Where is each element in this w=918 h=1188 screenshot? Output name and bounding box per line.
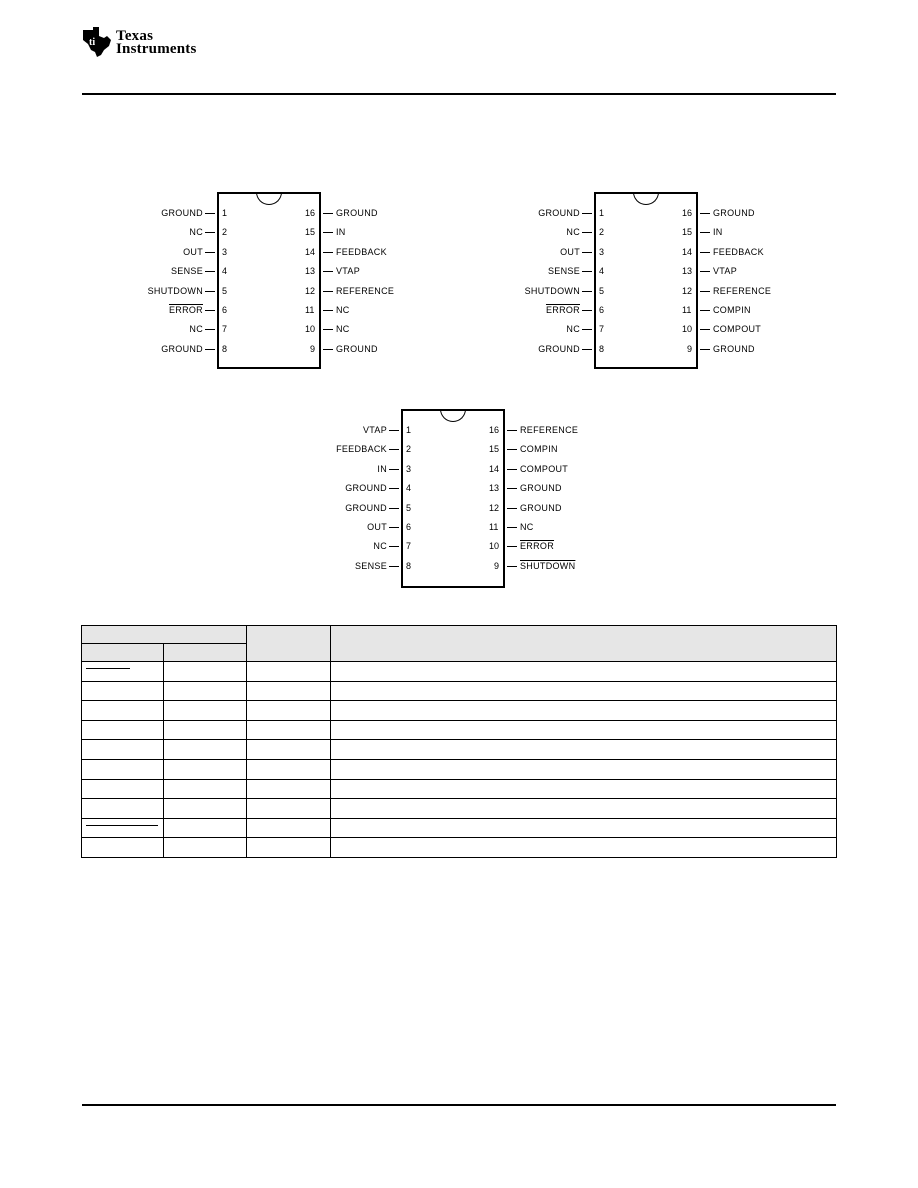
pin-name: OUT: [367, 522, 387, 532]
pin-name: OUT: [183, 246, 203, 257]
table-cell: [247, 759, 331, 779]
pin-name: GROUND: [336, 208, 378, 218]
table-cell: [82, 759, 164, 779]
pin-name: SHUTDOWN: [524, 285, 580, 296]
table-row: [82, 701, 837, 721]
pin-name: VTAP: [362, 425, 387, 435]
table-cell: [247, 779, 331, 799]
svg-text:ti: ti: [89, 37, 96, 48]
pin-name: SENSE: [354, 560, 387, 571]
pin-lead: [700, 213, 710, 214]
pin-name: SHUTDOWN: [520, 560, 576, 571]
pin-number: 16: [489, 425, 500, 435]
pin-name: NC: [566, 324, 580, 335]
table-cell: [164, 720, 247, 740]
table-cell: [331, 681, 837, 701]
pin-number: 1: [222, 208, 228, 218]
overline-mark: [86, 825, 158, 826]
pin-name: GROUND: [345, 502, 387, 513]
pin-number: 12: [489, 502, 500, 513]
table-cell: [164, 701, 247, 721]
table-cell: [82, 662, 164, 682]
pin-number: 14: [305, 246, 316, 257]
table-cell: [164, 759, 247, 779]
pin-number: 15: [489, 444, 500, 455]
overline-mark: [86, 668, 130, 669]
pin-lead: [507, 546, 517, 547]
pin-name: NC: [189, 227, 203, 238]
table-cell: [82, 799, 164, 819]
pin-right-15: [0, 225, 918, 239]
pin-number: 15: [682, 227, 693, 238]
pin-lead: [700, 310, 710, 311]
pin-right-12: [0, 501, 918, 515]
pin-name: ERROR: [168, 305, 203, 315]
table-cell: [164, 779, 247, 799]
footer-rule: [82, 1104, 836, 1106]
table-cell: [82, 779, 164, 799]
pin-right-16: [0, 206, 918, 220]
pin-name: GROUND: [161, 208, 203, 218]
pin-number: 14: [682, 246, 693, 257]
table-cell: [247, 799, 331, 819]
table-cell: [82, 838, 164, 858]
pin-number: 16: [682, 208, 693, 218]
pin-right-10: [0, 322, 918, 336]
pin-number: 10: [305, 324, 316, 335]
pin-number: 2: [599, 227, 605, 238]
pin-number: 16: [305, 208, 316, 218]
pin-name: NC: [566, 227, 580, 238]
pin-name: VTAP: [336, 266, 361, 277]
pin-name: GROUND: [161, 343, 203, 354]
pin-number: 7: [222, 324, 228, 335]
pin-name: IN: [713, 227, 723, 238]
pin-lead: [507, 488, 517, 489]
pin-name: NC: [520, 522, 534, 532]
table-cell: [82, 681, 164, 701]
pin-lead: [507, 449, 517, 450]
table-row: [82, 818, 837, 838]
pin-lead: [700, 252, 710, 253]
pin-number: 9: [310, 343, 316, 354]
table-cell: [247, 701, 331, 721]
pin-lead: [507, 527, 517, 528]
pin-number: 5: [406, 502, 412, 513]
pin-number: 9: [687, 343, 693, 354]
table-cell: [247, 662, 331, 682]
table-row: [82, 662, 837, 682]
pin-number: 1: [599, 208, 605, 218]
table-cell: [164, 799, 247, 819]
pin-number: 3: [599, 246, 605, 257]
pin-name: REFERENCE: [520, 425, 579, 435]
pin-number: 8: [406, 560, 412, 571]
pin-name: FEEDBACK: [713, 246, 764, 257]
table-cell: [82, 818, 164, 838]
pin-number: 13: [682, 266, 693, 277]
table-header-name: [82, 644, 164, 662]
pin-name: GROUND: [520, 483, 562, 494]
pin-name: GROUND: [520, 502, 562, 513]
table-cell: [331, 838, 837, 858]
pin-number: 15: [305, 227, 316, 238]
pin-lead: [507, 469, 517, 470]
pin-name: NC: [189, 324, 203, 335]
pin-lead: [507, 566, 517, 567]
pin-number: 10: [682, 324, 693, 335]
pin-lead: [700, 349, 710, 350]
pin-name: FEEDBACK: [336, 246, 387, 257]
pin-name: REFERENCE: [713, 285, 772, 296]
table-cell: [331, 740, 837, 760]
table-cell: [247, 838, 331, 858]
table-cell: [164, 662, 247, 682]
pin-number: 5: [222, 285, 228, 296]
pin-name: ERROR: [520, 541, 555, 552]
pin-number: 8: [222, 343, 228, 354]
pin-name: COMPIN: [520, 444, 558, 455]
pin-lead: [507, 430, 517, 431]
pin-number: 10: [489, 541, 500, 552]
pin-number: 1: [406, 425, 412, 435]
pin-name: REFERENCE: [336, 285, 395, 296]
pin-name: SENSE: [170, 266, 203, 277]
pin-right-9: [0, 342, 918, 356]
logo-line2: Instruments: [116, 41, 197, 57]
pin-number: 4: [406, 483, 412, 494]
pin-number: 11: [682, 305, 692, 315]
table-cell: [164, 818, 247, 838]
table-cell: [331, 701, 837, 721]
pin-name: GROUND: [345, 483, 387, 494]
table-cell: [164, 681, 247, 701]
pin-number: 13: [489, 483, 500, 494]
ti-logo: [80, 24, 225, 64]
pin-number: 14: [489, 463, 500, 474]
table-header-no: [164, 644, 247, 662]
table-cell: [247, 720, 331, 740]
pin-lead: [700, 329, 710, 330]
pin-right-15: [0, 442, 918, 456]
pin-number: 4: [599, 266, 605, 277]
pin-right-14: [0, 462, 918, 476]
pin-number: 7: [599, 324, 605, 335]
header-rule: [82, 93, 836, 95]
pin-name: GROUND: [538, 208, 580, 218]
table-header-description: [331, 626, 837, 662]
table-cell: [331, 759, 837, 779]
pin-number: 6: [599, 305, 605, 315]
table-cell: [247, 818, 331, 838]
texas-state-icon: [80, 24, 114, 58]
pin-name: COMPIN: [713, 305, 751, 315]
pin-number: 2: [406, 444, 412, 455]
pin-name: COMPOUT: [713, 324, 762, 335]
pin-right-11: [0, 303, 918, 317]
pin-number: 4: [222, 266, 228, 277]
pin-lead: [507, 508, 517, 509]
table-cell: [247, 740, 331, 760]
pin-right-16: [0, 423, 918, 437]
table-cell: [331, 818, 837, 838]
pin-number: 12: [305, 285, 316, 296]
pin-number: 3: [406, 463, 412, 474]
pin-name: IN: [336, 227, 346, 238]
table-row: [82, 759, 837, 779]
table-header-terminal: [82, 626, 247, 644]
table-cell: [331, 720, 837, 740]
pin-name: NC: [336, 324, 350, 335]
pin-number: 11: [489, 522, 499, 532]
pin-number: 11: [305, 305, 315, 315]
pin-name: OUT: [560, 246, 580, 257]
pin-right-13: [0, 481, 918, 495]
pin-number: 8: [599, 343, 605, 354]
pin-name: VTAP: [713, 266, 738, 277]
pin-functions-table: [81, 625, 837, 858]
pin-number: 3: [222, 246, 228, 257]
pin-right-14: [0, 245, 918, 259]
table-row: [82, 799, 837, 819]
pin-name: IN: [377, 463, 387, 474]
pin-name: GROUND: [538, 343, 580, 354]
pin-number: 9: [494, 560, 500, 571]
table-cell: [82, 720, 164, 740]
logo-line1: Texas: [116, 28, 154, 44]
table-row: [82, 779, 837, 799]
pin-lead: [700, 291, 710, 292]
table-cell: [164, 838, 247, 858]
pin-number: 2: [222, 227, 228, 238]
pin-name: ERROR: [545, 305, 580, 315]
pin-name: NC: [373, 541, 387, 552]
pin-right-10: [0, 539, 918, 553]
table-cell: [331, 799, 837, 819]
pin-number: 6: [222, 305, 228, 315]
table-cell: [164, 740, 247, 760]
pin-name: FEEDBACK: [336, 444, 387, 455]
table-cell: [331, 779, 837, 799]
pin-name: GROUND: [336, 343, 378, 354]
pin-number: 13: [305, 266, 316, 277]
pin-right-12: [0, 284, 918, 298]
table-row: [82, 720, 837, 740]
pin-right-13: [0, 264, 918, 278]
pin-name: SHUTDOWN: [147, 285, 203, 296]
pin-right-11: [0, 520, 918, 534]
table-header-io: [247, 626, 331, 662]
pin-number: 7: [406, 541, 412, 552]
pin-number: 6: [406, 522, 412, 532]
pin-name: COMPOUT: [520, 463, 569, 474]
pin-number: 12: [682, 285, 693, 296]
pin-name: NC: [336, 305, 350, 315]
pin-number: 5: [599, 285, 605, 296]
pin-name: SENSE: [547, 266, 580, 277]
table-row: [82, 838, 837, 858]
pin-lead: [700, 232, 710, 233]
pin-lead: [700, 271, 710, 272]
table-cell: [82, 740, 164, 760]
pin-right-9: [0, 559, 918, 573]
table-cell: [82, 701, 164, 721]
table-cell: [247, 681, 331, 701]
pin-name: GROUND: [713, 343, 755, 354]
table-cell: [331, 662, 837, 682]
pin-name: GROUND: [713, 208, 755, 218]
table-row: [82, 681, 837, 701]
table-row: [82, 740, 837, 760]
